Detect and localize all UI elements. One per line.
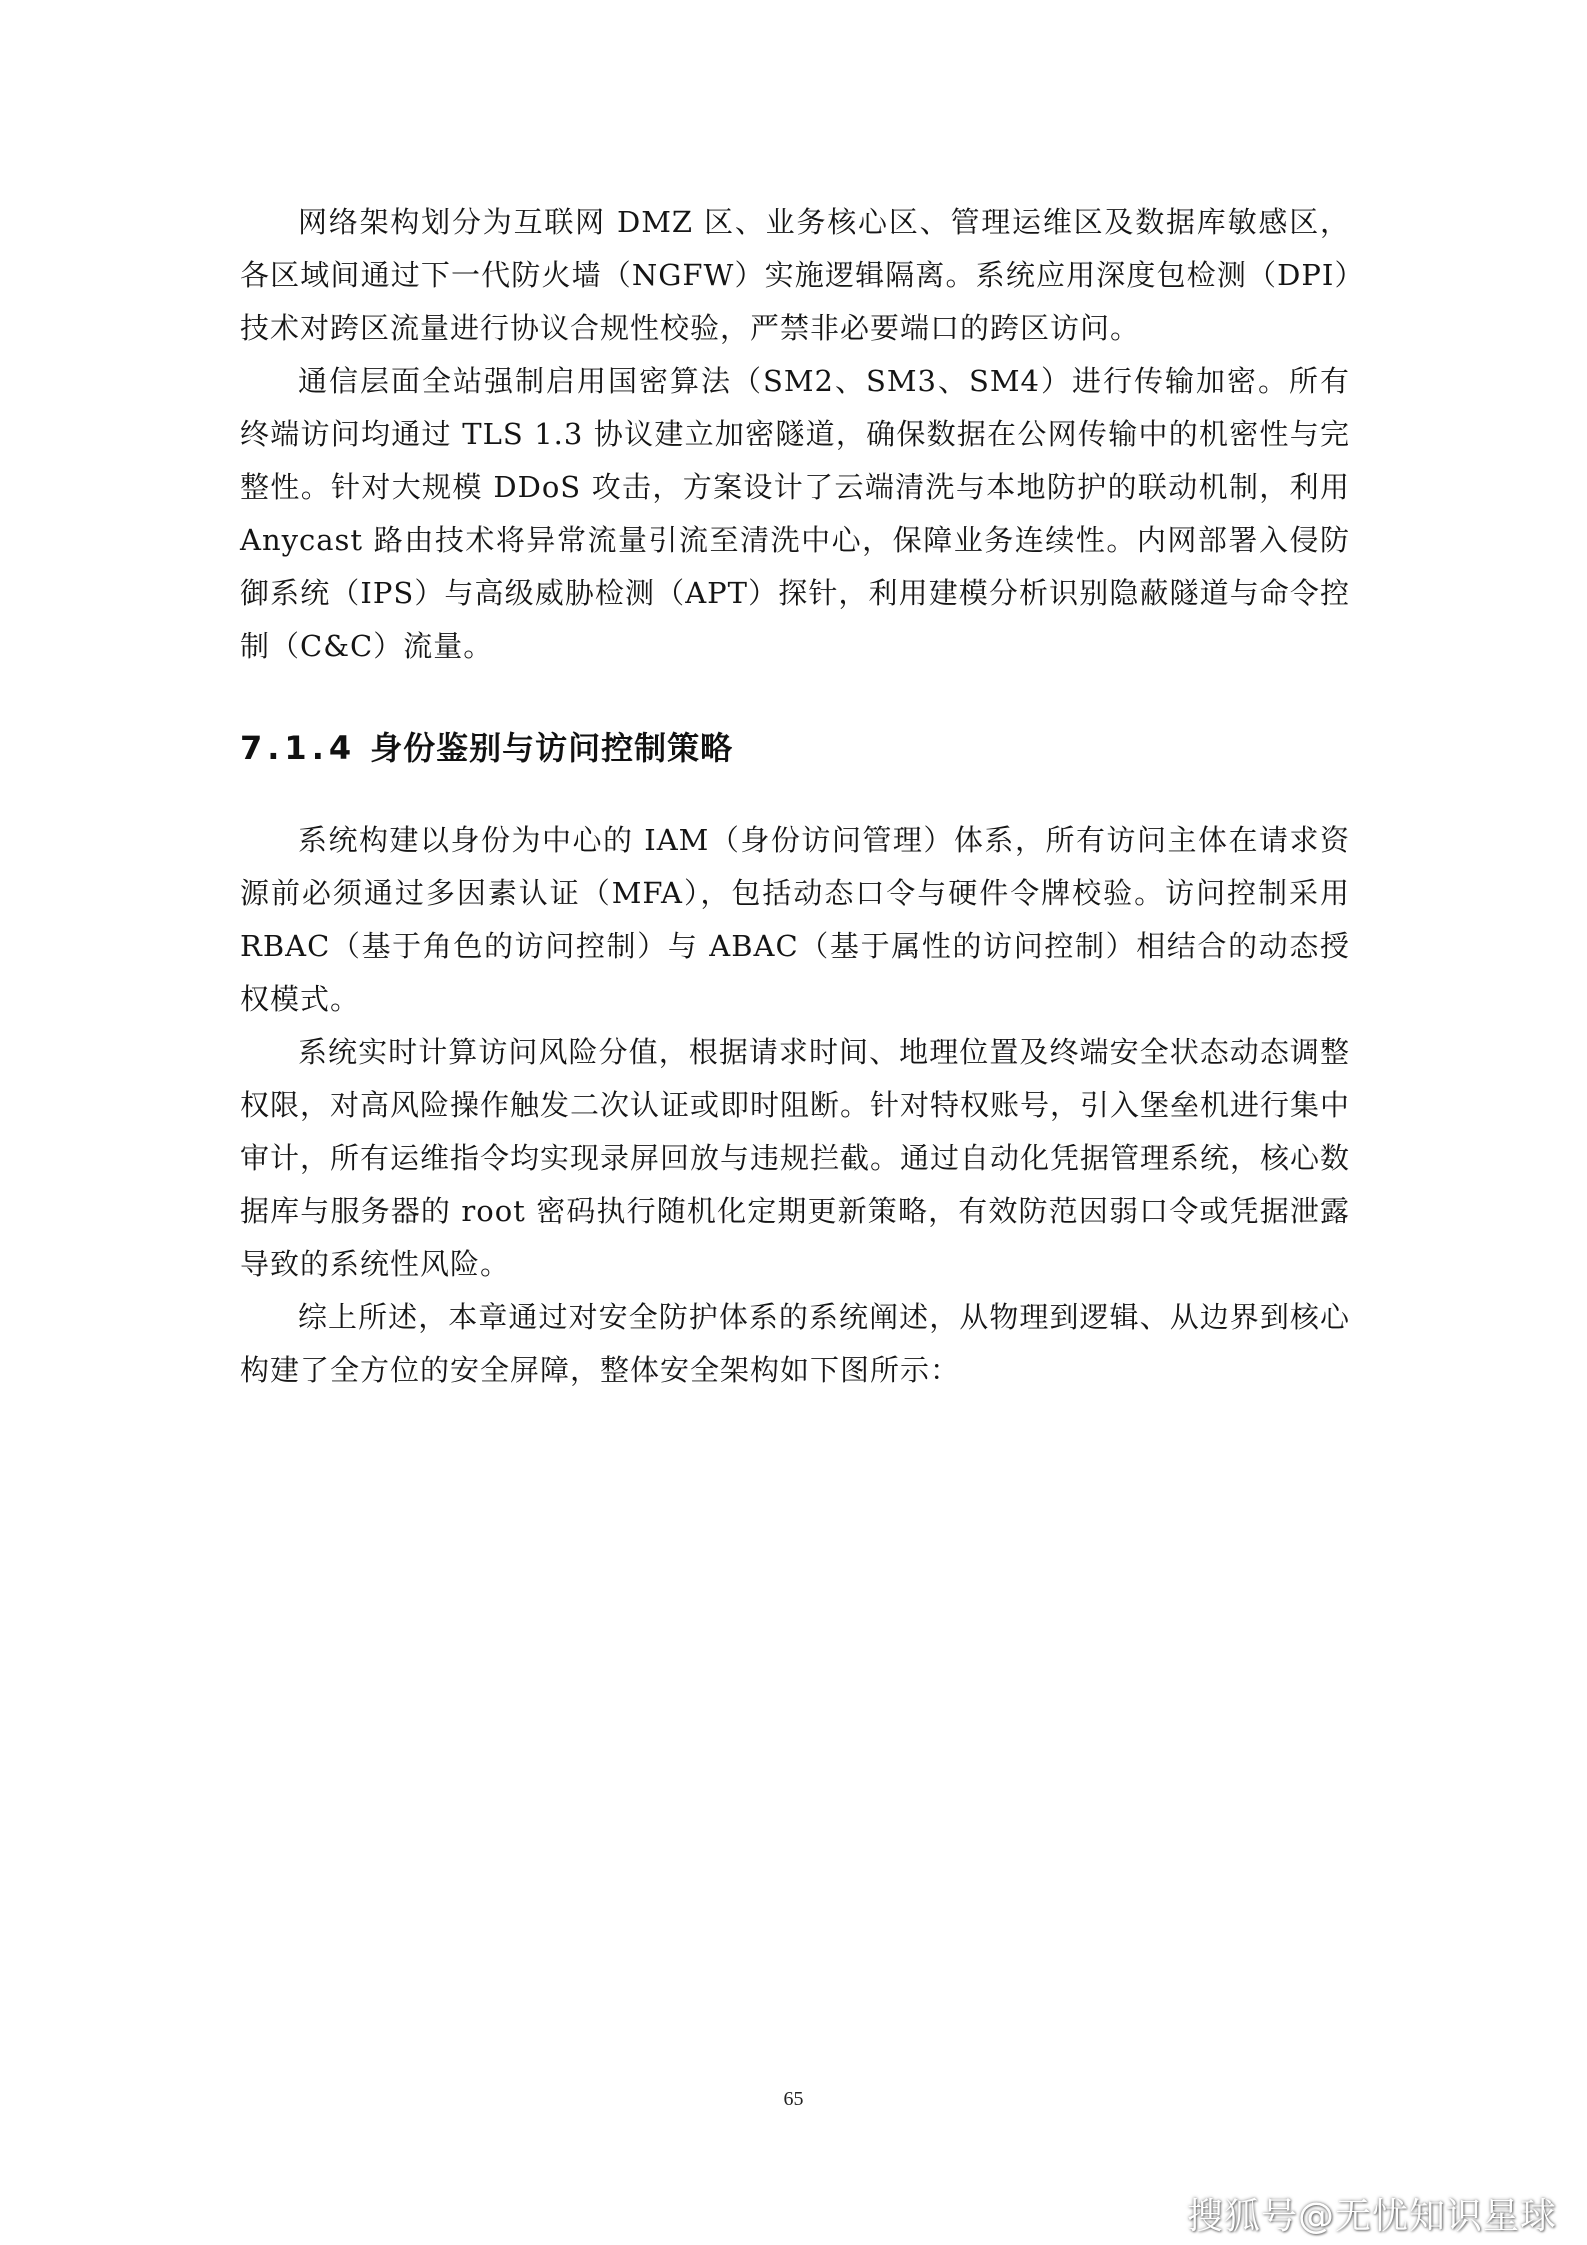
- section-number: 7.1.4: [240, 729, 357, 767]
- paragraph-network-zones: 网络架构划分为互联网 DMZ 区、业务核心区、管理运维区及数据库敏感区，各区域间通过下一代防火墙（NGFW）实施逻辑隔离。系统应用深度包检测（DPI）技术对跨区流量进行协议合规性校验，严禁非必要端口的跨区访问。: [240, 205, 1350, 345]
- section-title: 身份鉴别与访问控制策略: [370, 729, 734, 767]
- watermark: 搜狐号@无忧知识星球: [1186, 2196, 1557, 2237]
- page-content: [240, 196, 1350, 1397]
- paragraph-encryption: 通信层面全站强制启用国密算法（SM2、SM3、SM4）进行传输加密。所有终端访问均通过 TLS 1.3 协议建立加密隧道，确保数据在公网传输中的机密性与完整性。针对大规模 DDoS 攻击，方案设计了云端清洗与本地防护的联动机制，利用 Anycast 路由技术将异常流量引流至清洗中心，保障业务连续性。内网部署入侵防御系统（IPS）与高级威胁检测（APT）探针，利用建模分析识别隐蔽隧道与命令控制（C&C）流量。: [240, 364, 1350, 663]
- paragraph-risk-control: 系统实时计算访问风险分值，根据请求时间、地理位置及终端安全状态动态调整权限，对高风险操作触发二次认证或即时阻断。针对特权账号，引入堡垒机进行集中审计，所有运维指令均实现录屏回放与违规拦截。通过自动化凭据管理系统，核心数据库与服务器的 root 密码执行随机化定期更新策略，有效防范因弱口令或凭据泄露导致的系统性风险。: [240, 1035, 1351, 1281]
- paragraph-summary: 综上所述，本章通过对安全防护体系的系统阐述，从物理到逻辑、从边界到核心构建了全方位的安全屏障，整体安全架构如下图所示：: [240, 1300, 1350, 1387]
- paragraph-iam: 系统构建以身份为中心的 IAM（身份访问管理）体系，所有访问主体在请求资源前必须通过多因素认证（MFA），包括动态口令与硬件令牌校验。访问控制采用 RBAC（基于角色的访问控制）与 ABAC（基于属性的访问控制）相结合的动态授权模式。: [240, 823, 1350, 1016]
- page-number: 65: [783, 2088, 804, 2110]
- section-heading: [240, 718, 1350, 778]
